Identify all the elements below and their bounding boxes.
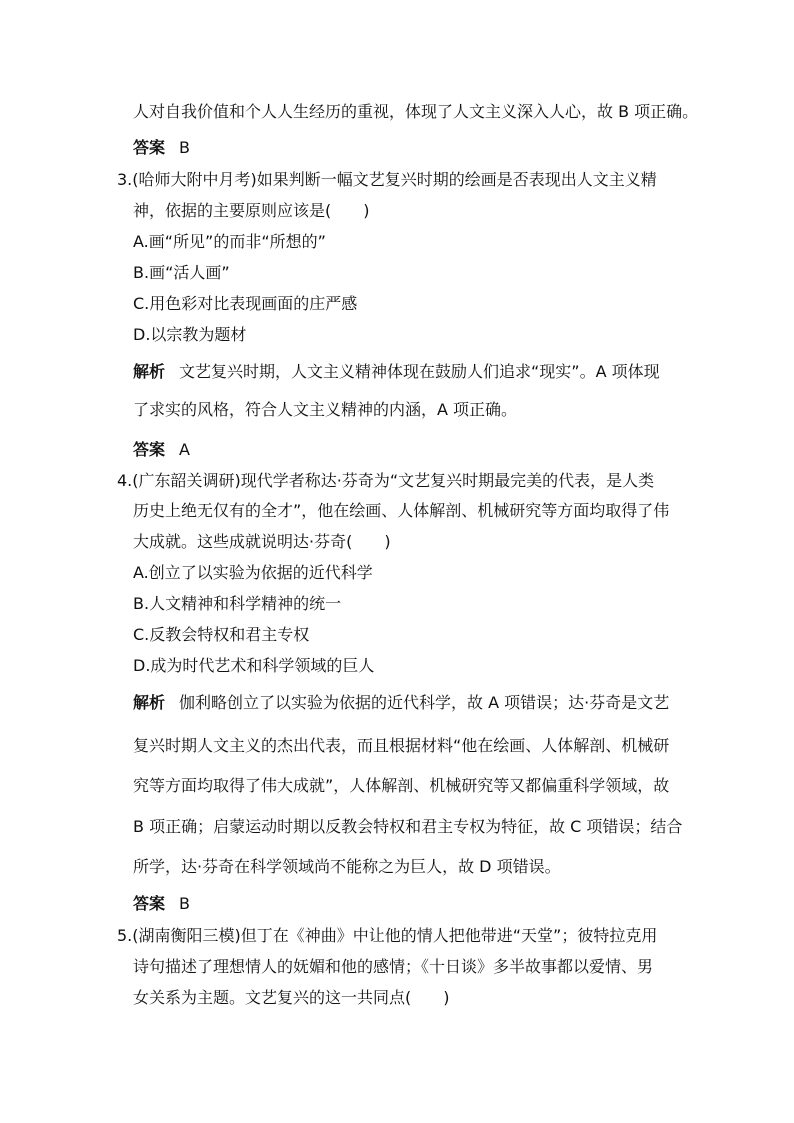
q4-option-a: A.创立了以实验为依据的近代科学	[133, 563, 373, 582]
q3-option-d: D.以宗教为题材	[133, 325, 247, 344]
q5-number: 5.	[117, 926, 133, 945]
q4-answer	[133, 894, 190, 914]
answer-label: 答案	[133, 894, 166, 913]
q5-stem-text1: 但丁在《神曲》中让他的情人把他带进“天堂”；彼特拉克用	[240, 926, 658, 945]
answer-label: 答案	[133, 440, 166, 459]
q4-analysis-line2: 复兴时期人文主义的杰出代表，而且根据材料“他在绘画、人体解剖、机械研	[133, 736, 670, 755]
q4-stem-line1	[117, 471, 654, 491]
q4-option-d: D.成为时代艺术和科学领域的巨人	[133, 656, 375, 675]
q4-option-c: C.反教会特权和君主专权	[133, 625, 310, 644]
q3-stem-text1: 如果判断一幅文艺复兴时期的绘画是否表现出人文主义精	[256, 170, 657, 189]
q4-source: (广东韶关调研)	[132, 471, 241, 490]
q3-analysis-line1	[133, 362, 660, 382]
q4-analysis-text1: 伽利略创立了以实验为依据的近代科学，故 A 项错误；达·芬奇是文艺	[179, 693, 670, 712]
analysis-label: 解析	[133, 693, 166, 712]
q3-option-b: B.画“活人画”	[133, 263, 230, 282]
q4-option-b: B.人文精神和科学精神的统一	[133, 594, 342, 613]
q3-answer	[133, 440, 190, 460]
q4-analysis-line4: B 项正确；启蒙运动时期以反教会特权和君主专权为特征，故 C 项错误；结合	[133, 817, 683, 836]
q3-analysis-line2: 了求实的风格，符合人文主义精神的内涵，A 项正确。	[133, 400, 518, 419]
answer-value: A	[179, 440, 190, 459]
q4-stem-line3: 大成就。这些成就说明达·芬奇( )	[133, 532, 391, 551]
q5-stem-line3: 女关系为主题。文艺复兴的这一共同点( )	[133, 988, 450, 1007]
q3-analysis-text1: 文艺复兴时期，人文主义精神体现在鼓励人们追求“现实”。A 项体现	[179, 362, 660, 381]
prev-analysis-tail: 人对自我价值和个人人生经历的重视，体现了人文主义深入人心，故 B 项正确。	[133, 102, 699, 121]
q3-option-a: A.画“所见”的而非“所想的”	[133, 232, 326, 251]
q5-stem-line2: 诗句描述了理想情人的妩媚和他的感情；《十日谈》多半故事都以爱情、男	[133, 957, 654, 976]
q3-option-c: C.用色彩对比表现画面的庄严感	[133, 294, 358, 313]
q4-analysis-line3: 究等方面均取得了伟大成就”，人体解剖、机械研究等又都偏重科学领域，故	[133, 776, 670, 795]
q4-stem-text1: 现代学者称达·芬奇为“文艺复兴时期最完美的代表，是人类	[240, 471, 655, 490]
q5-stem-line1	[117, 926, 657, 946]
q2-answer	[133, 138, 190, 158]
answer-value: B	[179, 894, 190, 913]
q4-number: 4.	[117, 471, 133, 490]
q3-number: 3.	[117, 170, 133, 189]
answer-label: 答案	[133, 138, 166, 157]
q3-source: (哈师大附中月考)	[132, 170, 257, 189]
q4-analysis-line5: 所学，达·芬奇在科学领域尚不能称之为巨人，故 D 项错误。	[133, 857, 561, 876]
q4-analysis-line1	[133, 693, 669, 713]
q3-stem-line1	[117, 170, 657, 190]
analysis-label: 解析	[133, 362, 166, 381]
q3-stem-line2: 神，依据的主要原则应该是( )	[133, 201, 370, 220]
q5-source: (湖南衡阳三模)	[132, 926, 241, 945]
answer-value: B	[179, 138, 190, 157]
q4-stem-line2: 历史上绝无仅有的全才”，他在绘画、人体解剖、机械研究等方面均取得了伟	[133, 501, 670, 520]
